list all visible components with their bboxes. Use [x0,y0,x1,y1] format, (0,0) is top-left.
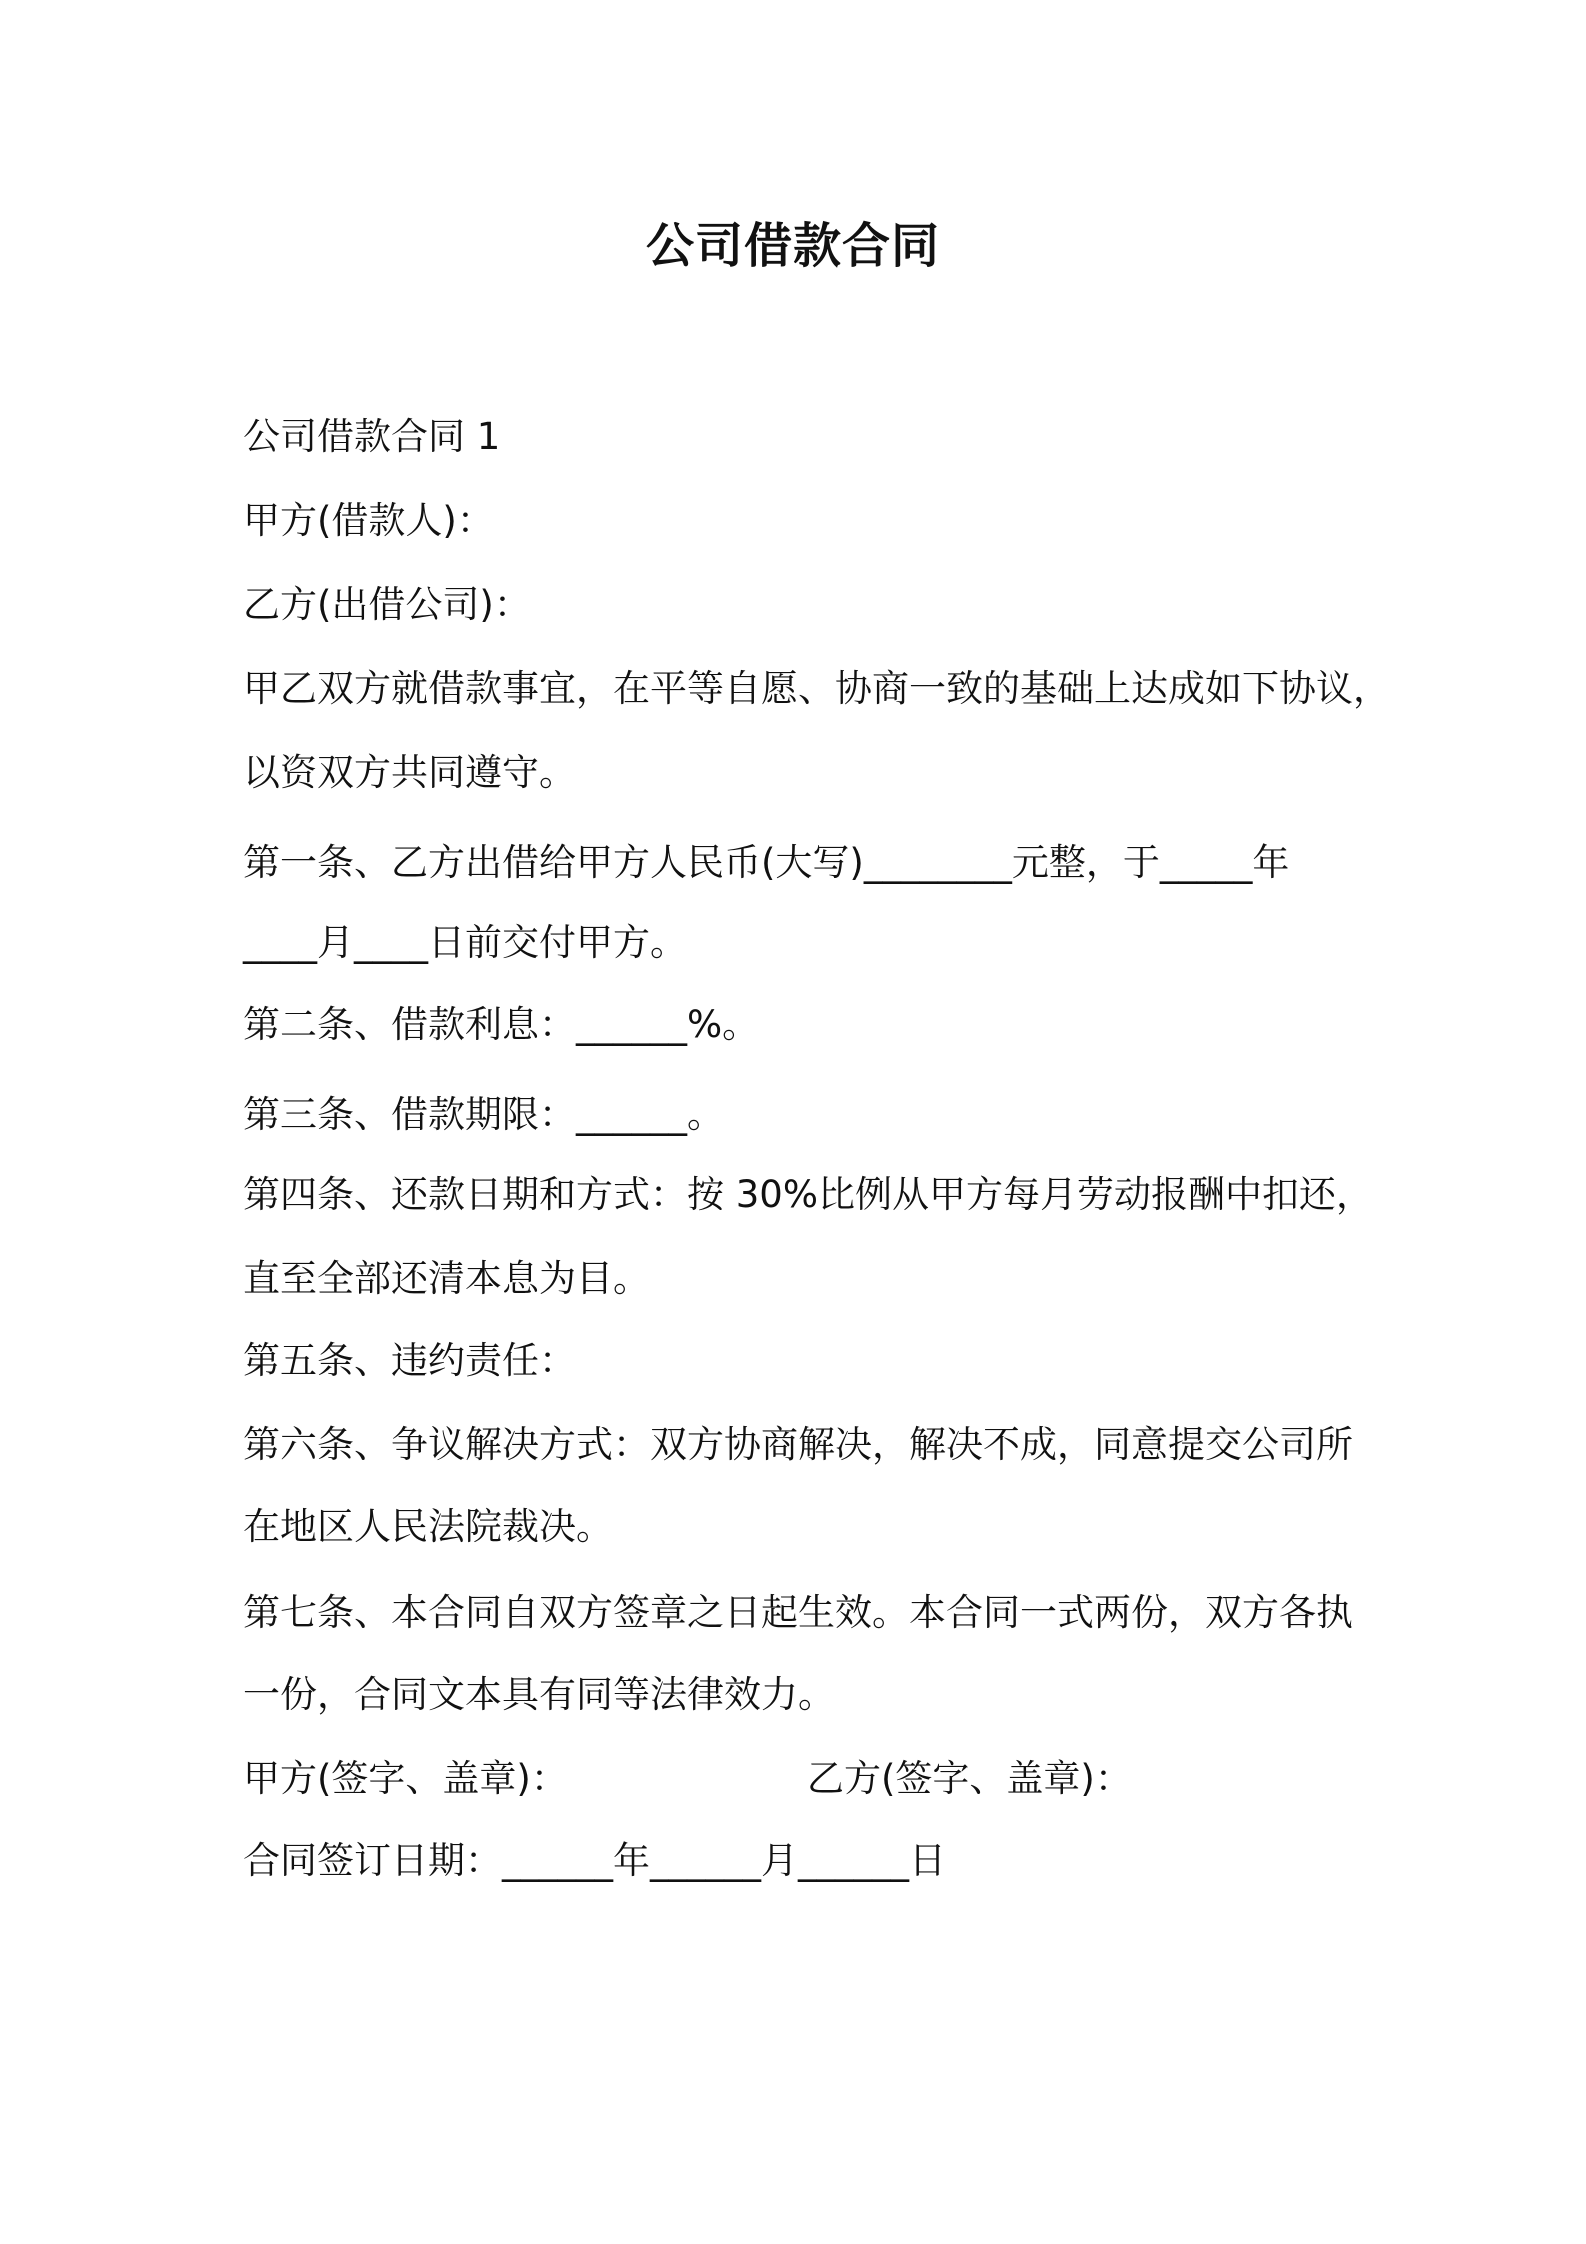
party-b-signature: 乙方(签字、盖章)： [807,1757,1132,1800]
intro-line-2: 以资双方共同遵守。 [243,751,576,794]
sign-date-line: 合同签订日期：______年______月______日 [243,1839,946,1882]
clause4-line-1: 第四条、还款日期和方式：按 30%比例从甲方每月劳动报酬中扣还， [243,1173,1373,1216]
contract-subtitle: 公司借款合同 1 [243,415,501,458]
clause7-line-2: 一份，合同文本具有同等法律效力。 [243,1673,835,1716]
party-a-line: 甲方(借款人)： [243,499,494,542]
clause1-line-1: 第一条、乙方出借给甲方人民币(大写)________元整，于_____年 [243,841,1290,884]
clause6-line-1: 第六条、争议解决方式：双方协商解决，解决不成，同意提交公司所 [243,1423,1353,1466]
clause1-line-2: ____月____日前交付甲方。 [243,921,687,964]
clause5-line: 第五条、违约责任： [243,1339,576,1382]
clause2-line: 第二条、借款利息：______%。 [243,1003,760,1046]
intro-line-1: 甲乙双方就借款事宜，在平等自愿、协商一致的基础上达成如下协议， [243,667,1390,710]
clause6-line-2: 在地区人民法院裁决。 [243,1505,613,1548]
clause3-line: 第三条、借款期限：______。 [243,1093,724,1136]
clause7-line-1: 第七条、本合同自双方签章之日起生效。本合同一式两份，双方各执 [243,1591,1353,1634]
party-b-line: 乙方(出借公司)： [243,583,531,626]
clause4-line-2: 直至全部还清本息为目。 [243,1257,650,1300]
document-title: 公司借款合同 [645,218,940,274]
party-a-signature: 甲方(签字、盖章)： [243,1757,568,1800]
